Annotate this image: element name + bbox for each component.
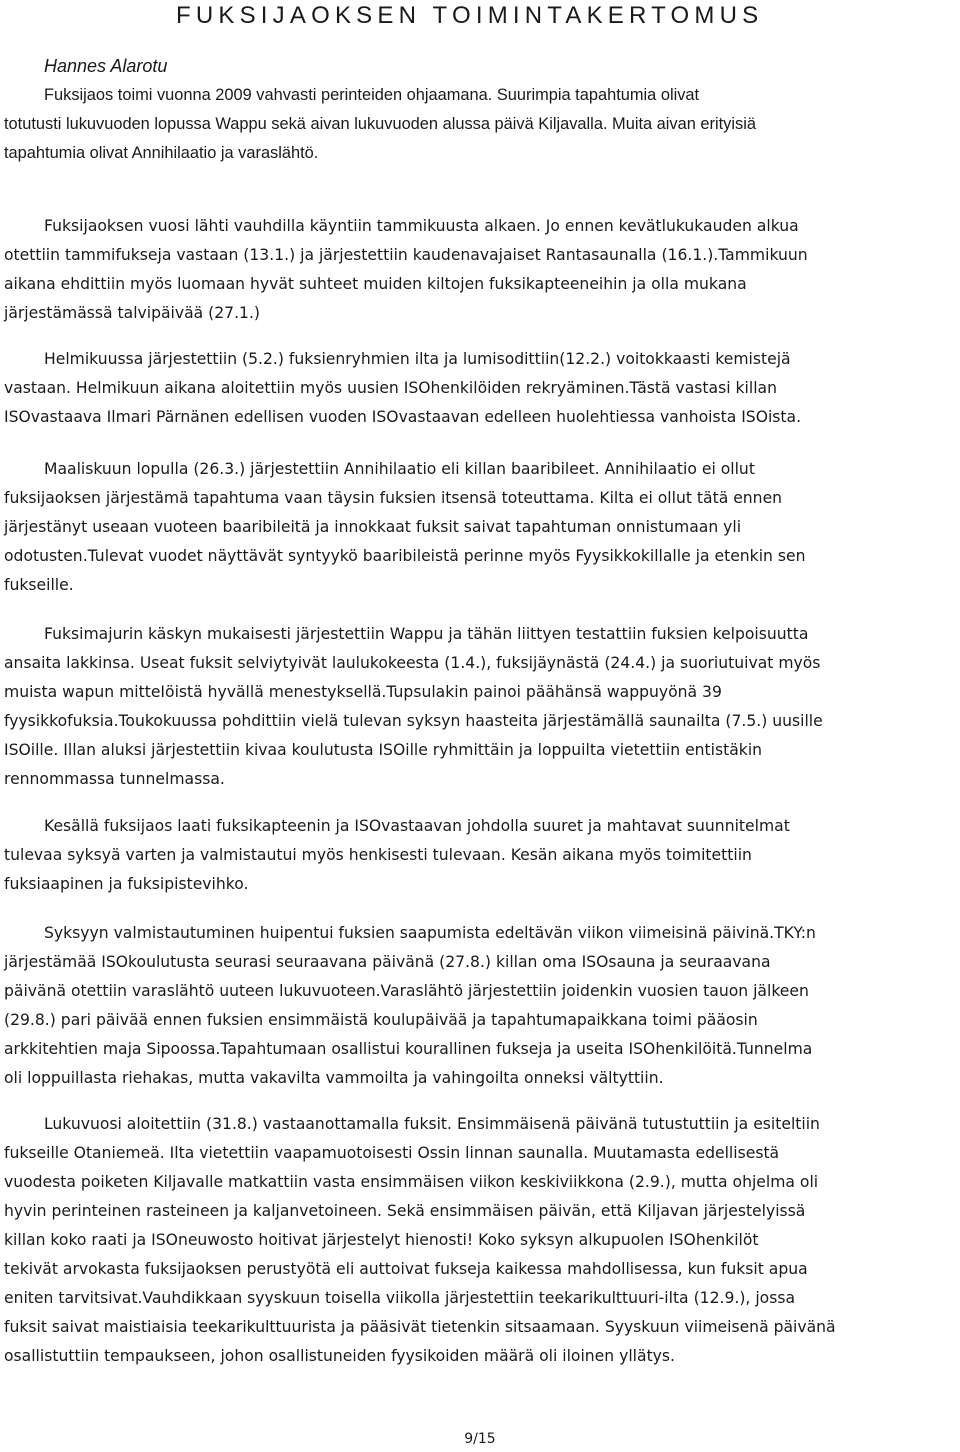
paragraph-line: oli loppuillasta riehakas, mutta vakavilta vammoilta ja vahingoilta onneksi vältyttiin.: [4, 1069, 664, 1087]
paragraph-line: fuksit saivat maistiaisia teekarikulttuurista ja pääsivät tietenkin sitsaamaan. Syyskuun viimeisenä päivänä: [4, 1318, 836, 1336]
paragraph-line: ISOille. Illan aluksi järjestettiin kivaa koulutusta ISOille ryhmittäin ja loppuilta vietettiin entistäkin: [4, 741, 763, 759]
paragraph-autumn-prep: [0, 919, 816, 1093]
paragraph-line: fukseille Otaniemeä. Ilta vietettiin vaapamuotoisesti Ossin linnan saunalla. Muutamasta edellisestä: [4, 1144, 780, 1162]
paragraph-line: Kesällä fuksijaos laati fuksikapteenin ja ISOvastaavan johdolla suuret ja mahtavat suunnitelmat: [44, 817, 790, 835]
paragraph-line: otettiin tammifukseja vastaan (13.1.) ja järjestettiin kaudenavajaiset Rantasaunalla (16.1.).Tammikuun: [4, 246, 808, 264]
paragraph-line: muista wapun mitteIöistä hyvällä menestyksellä.Tupsulakin painoi päähänsä wappuyönä 39: [4, 683, 722, 701]
paragraph-line: rennommassa tunnelmassa.: [4, 770, 225, 788]
paragraph-january: [0, 212, 808, 328]
paragraph-line: hyvin perinteinen rasteineen ja kaljanvetoineen. Sekä ensimmäisen päivän, että Kiljavan järjestelyissä: [4, 1202, 806, 1220]
paragraph-line: vastaan. Helmikuun aikana aloitettiin myös uusien ISOhenkilöiden rekryäminen.Tästä vastasi killan: [4, 379, 777, 397]
paragraph-line: odotusten.Tulevat vuodet näyttävät syntyykö baaribileistä perinne myös Fyysikkokillalle ja etenkin sen: [4, 547, 806, 565]
paragraph-line: aikana ehdittiin myös luomaan hyvät suhteet muiden kiltojen fuksikapteeneihin ja olla mukana: [4, 275, 747, 293]
paragraph-line: järjestänyt useaan vuoteen baaribileitä ja innokkaat fuksit saivat tapahtuman onnistumaan yli: [4, 518, 742, 536]
paragraph-line: Fuksijaos toimi vuonna 2009 vahvasti perinteiden ohjaamana. Suurimpia tapahtumia olivat: [44, 86, 700, 104]
paragraph-march: [0, 455, 806, 600]
paragraph-line: osallistuttiin tempaukseen, johon osallistuneiden fyysikoiden määrä oli iloinen yllätys.: [4, 1347, 675, 1365]
paragraph-line: Fuksimajurin käskyn mukaisesti järjestettiin Wappu ja tähän liittyen testattiin fuksien kelpoisuutta: [44, 625, 809, 643]
page-number: 9/15: [464, 1431, 496, 1447]
paragraph-line: vuodesta poiketen Kiljavalle matkattiin vasta ensimmäisen viikon keskiviikkona (2.9.), mutta ohjelma oli: [4, 1173, 819, 1191]
paragraph-line: Lukuvuosi aloitettiin (31.8.) vastaanottamalla fuksit. Ensimmäisenä päivänä tutustuttiin ja esiteltiin: [44, 1115, 820, 1133]
paragraph-line: Maaliskuun lopulla (26.3.) järjestettiin Annihilaatio eli killan baaribileet. Annihilaatio ei ollut: [44, 460, 755, 478]
paragraph-line: fuksiaapinen ja fuksipistevihko.: [4, 875, 249, 893]
paragraph-line: tekivät arvokasta fuksijaoksen perustyötä eli auttoivat fukseja kaikessa mahdollisessa, kun fuksit apua: [4, 1260, 808, 1278]
paragraph-line: fukseille.: [4, 576, 74, 594]
paragraph-wappu: [0, 620, 823, 794]
document-title: FUKSIJAOKSEN TOIMINTAKERTOMUS: [176, 2, 764, 29]
paragraph-line: ansaita lakkinsa. Useat fuksit selviytyivät laulukokeesta (1.4.), fuksijäynästä (24.4.) ja suoriutuivat myös: [4, 654, 821, 672]
paragraph-line: tapahtumia olivat Annihilaatio ja varaslähtö.: [4, 144, 319, 162]
paragraph-line: totutusti lukuvuoden lopussa Wappu sekä aivan lukuvuoden alussa päivä Kiljavalla. Muita aivan erityisiä: [4, 115, 756, 133]
paragraph-line: Fuksijaoksen vuosi lähti vauhdilla käyntiin tammikuusta alkaen. Jo ennen kevätlukukauden alkua: [44, 217, 799, 235]
paragraph-line: järjestämää ISOkoulutusta seurasi seuraavana päivänä (27.8.) killan oma ISOsauna ja seuraavana: [4, 953, 771, 971]
paragraph-line: Helmikuussa järjestettiin (5.2.) fuksienryhmien ilta ja lumisodittiin(12.2.) voitokkaasti kemistejä: [44, 350, 791, 368]
paragraph-line: fuksijaoksen järjestämä tapahtuma vaan täysin fuksien itsensä toteuttama. Kilta ei ollut tätä ennen: [4, 489, 783, 507]
paragraph-line: Syksyyn valmistautuminen huipentui fuksien saapumista edeltävän viikon viimeisinä päivinä.TKY:n: [44, 924, 816, 942]
paragraph-intro: [0, 81, 756, 168]
paragraph-line: arkkitehtien maja Sipoossa.Tapahtumaan osallistui kourallinen fukseja ja useita ISOhenkilöitä.Tunnelma: [4, 1040, 813, 1058]
paragraph-line: ISOvastaava Ilmari Pärnänen edellisen vuoden ISOvastaavan edelleen huolehtiessa vanhoista ISOista.: [4, 408, 802, 426]
paragraph-line: fyysikkofuksia.Toukokuussa pohdittiin vielä tulevan syksyn haasteita järjestämällä saunailta (7.5.) uusille: [4, 712, 823, 730]
paragraph-line: järjestämässä talvipäivää (27.1.): [4, 304, 261, 322]
author-name: Hannes Alarotu: [44, 56, 168, 76]
paragraph-line: killan koko raati ja ISOneuwosto hoitivat järjestelyt hienosti! Koko syksyn alkupuolen ISOhenkilöt: [4, 1231, 759, 1249]
paragraph-academic-year: [0, 1110, 836, 1371]
paragraph-line: päivänä otettiin varaslähtö uuteen lukuvuoteen.Varaslähtö järjestettiin joidenkin vuosien tauon jälkeen: [4, 982, 809, 1000]
paragraph-line: eniten tarvitsivat.Vauhdikkaan syyskuun toisella viikolla järjestettiin teekarikulttuuri-ilta (12.9.), jossa: [4, 1289, 796, 1307]
paragraph-february: [0, 345, 802, 432]
paragraph-line: tulevaa syksyä varten ja valmistautui myös henkisesti tulevaan. Kesän aikana myös toimitettiin: [4, 846, 752, 864]
paragraph-summer: [0, 812, 790, 899]
paragraph-line: (29.8.) pari päivää ennen fuksien ensimmäistä koulupäivää ja tapahtumapaikkana toimi pääosin: [4, 1011, 758, 1029]
